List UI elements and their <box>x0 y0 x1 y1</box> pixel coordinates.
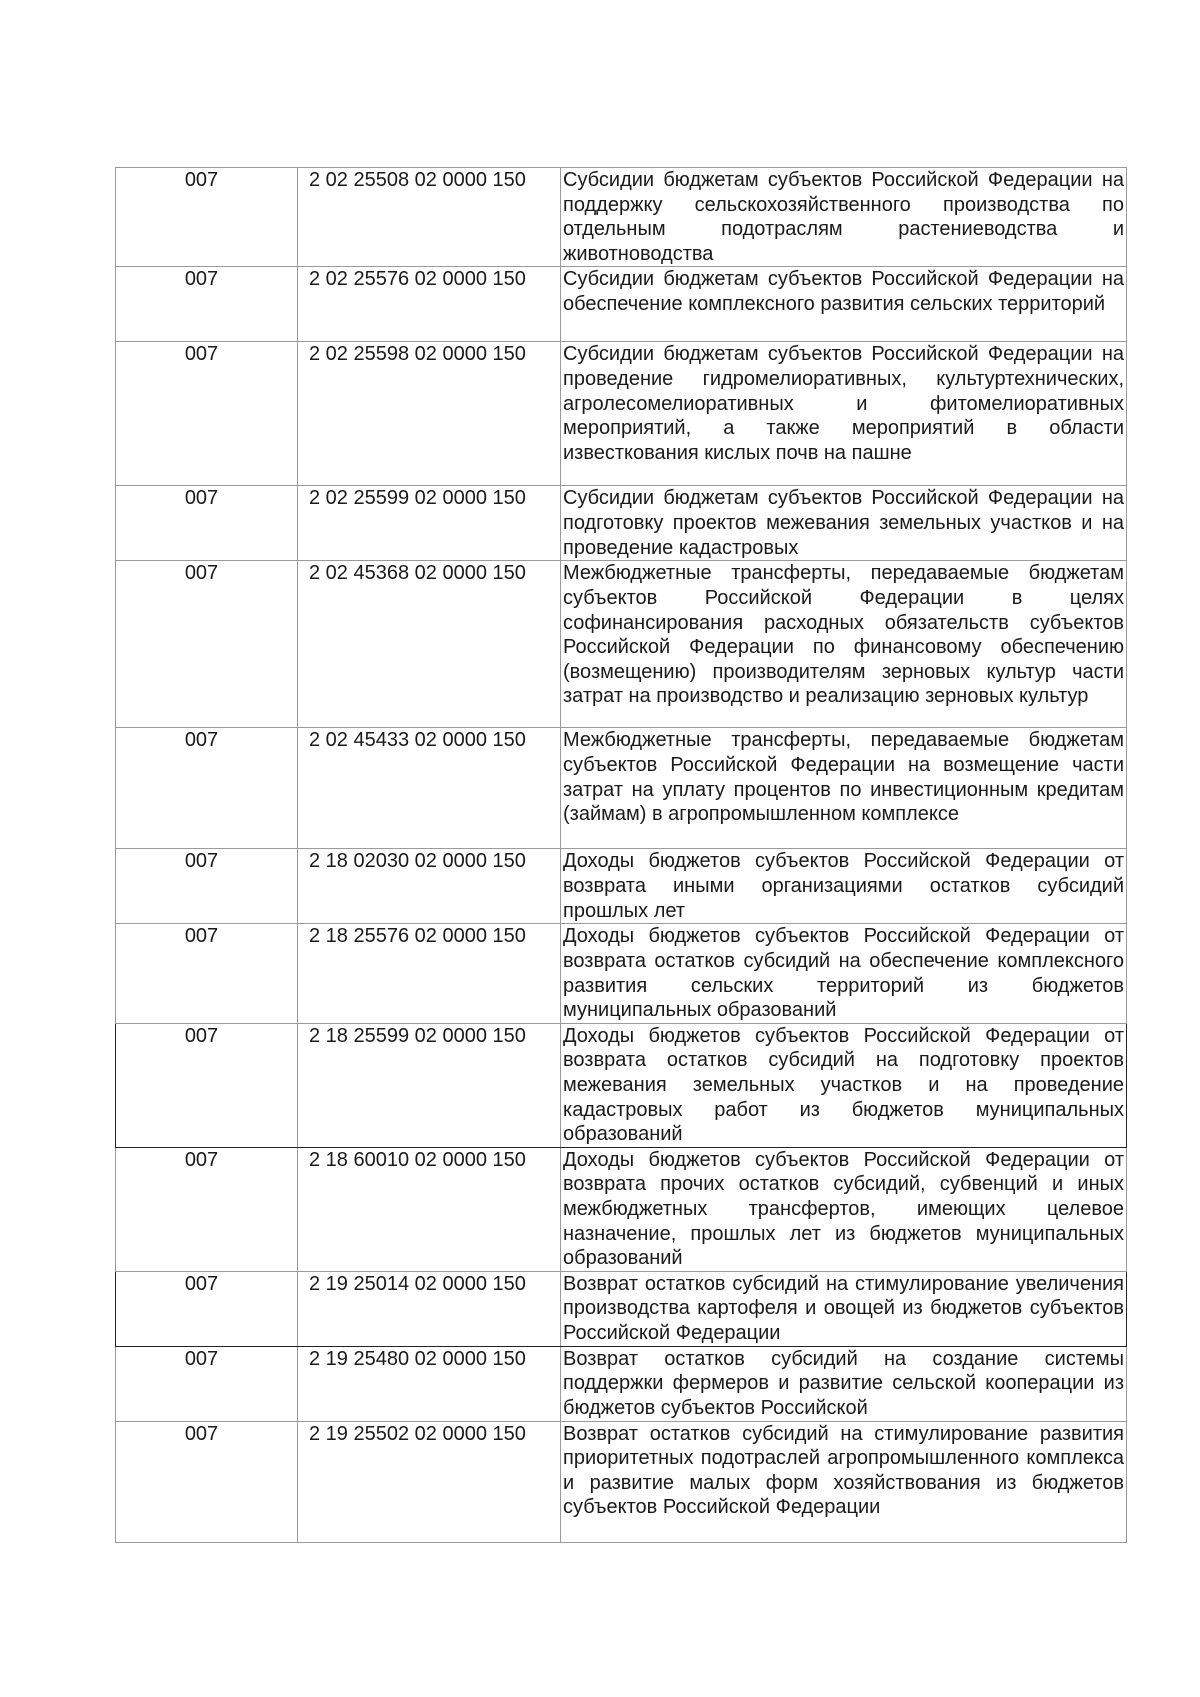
budget-classification-code: 2 02 45368 02 0000 150 <box>298 561 561 728</box>
revenue-description: Межбюджетные трансферты, передаваемые бюджетам субъектов Российской Федерации в целях софинансирования расходных обязательств субъектов Российской Федерации по финансовому обеспечению (возмещению) производителям зерновых культур части затрат на производство и реализацию зерновых культур <box>561 561 1127 728</box>
administrator-code: 007 <box>116 1421 298 1542</box>
budget-codes-table <box>115 167 1127 1543</box>
table-row <box>116 1271 1127 1346</box>
budget-classification-code: 2 02 25508 02 0000 150 <box>298 168 561 267</box>
revenue-description: Доходы бюджетов субъектов Российской Федерации от возврата остатков субсидий на подготовку проектов межевания земельных участков и на проведение кадастровых работ из бюджетов муниципальных образований <box>561 1023 1127 1147</box>
revenue-description: Субсидии бюджетам субъектов Российской Федерации на подготовку проектов межевания земельных участков и на проведение кадастровых <box>561 486 1127 561</box>
table-row <box>116 1023 1127 1147</box>
budget-classification-code: 2 02 25598 02 0000 150 <box>298 342 561 486</box>
administrator-code: 007 <box>116 342 298 486</box>
administrator-code: 007 <box>116 924 298 1023</box>
revenue-description: Субсидии бюджетам субъектов Российской Федерации на проведение гидромелиоративных, культуртехнических, агролесомелиоративных и фитомелиоративных мероприятий, а также мероприятий в области известкования кислых почв на пашне <box>561 342 1127 486</box>
administrator-code: 007 <box>116 486 298 561</box>
table-row <box>116 849 1127 924</box>
revenue-description: Доходы бюджетов субъектов Российской Федерации от возврата прочих остатков субсидий, субвенций и иных межбюджетных трансфертов, имеющих целевое назначение, прошлых лет из бюджетов муниципальных образований <box>561 1147 1127 1271</box>
budget-classification-code: 2 18 60010 02 0000 150 <box>298 1147 561 1271</box>
administrator-code: 007 <box>116 267 298 342</box>
revenue-description: Возврат остатков субсидий на создание системы поддержки фермеров и развитие сельской кооперации из бюджетов субъектов Российской <box>561 1346 1127 1421</box>
table-row <box>116 728 1127 849</box>
budget-classification-code: 2 19 25014 02 0000 150 <box>298 1271 561 1346</box>
budget-classification-code: 2 02 25576 02 0000 150 <box>298 267 561 342</box>
revenue-description: Субсидии бюджетам субъектов Российской Федерации на поддержку сельскохозяйственного производства по отдельным подотраслям растениеводства и животноводства <box>561 168 1127 267</box>
budget-classification-code: 2 18 25599 02 0000 150 <box>298 1023 561 1147</box>
budget-classification-code: 2 02 25599 02 0000 150 <box>298 486 561 561</box>
budget-classification-code: 2 19 25502 02 0000 150 <box>298 1421 561 1542</box>
table-row <box>116 924 1127 1023</box>
budget-classification-code: 2 18 25576 02 0000 150 <box>298 924 561 1023</box>
budget-classification-code: 2 02 45433 02 0000 150 <box>298 728 561 849</box>
table-row <box>116 561 1127 728</box>
revenue-description: Межбюджетные трансферты, передаваемые бюджетам субъектов Российской Федерации на возмещение части затрат на уплату процентов по инвестиционным кредитам (займам) в агропромышленном комплексе <box>561 728 1127 849</box>
administrator-code: 007 <box>116 1147 298 1271</box>
administrator-code: 007 <box>116 168 298 267</box>
administrator-code: 007 <box>116 1023 298 1147</box>
revenue-description: Возврат остатков субсидий на стимулирование развития приоритетных подотраслей агропромышленного комплекса и развитие малых форм хозяйствования из бюджетов субъектов Российской Федерации <box>561 1421 1127 1542</box>
administrator-code: 007 <box>116 849 298 924</box>
table-row <box>116 168 1127 267</box>
table-row <box>116 1147 1127 1271</box>
administrator-code: 007 <box>116 728 298 849</box>
budget-classification-code: 2 18 02030 02 0000 150 <box>298 849 561 924</box>
revenue-description: Субсидии бюджетам субъектов Российской Федерации на обеспечение комплексного развития сельских территорий <box>561 267 1127 342</box>
revenue-description: Возврат остатков субсидий на стимулирование увеличения производства картофеля и овощей из бюджетов субъектов Российской Федерации <box>561 1271 1127 1346</box>
table-row <box>116 342 1127 486</box>
table-row <box>116 267 1127 342</box>
revenue-description: Доходы бюджетов субъектов Российской Федерации от возврата остатков субсидий на обеспечение комплексного развития сельских территорий из бюджетов муниципальных образований <box>561 924 1127 1023</box>
budget-classification-code: 2 19 25480 02 0000 150 <box>298 1346 561 1421</box>
administrator-code: 007 <box>116 1346 298 1421</box>
table-row <box>116 486 1127 561</box>
table-row <box>116 1346 1127 1421</box>
table-row <box>116 1421 1127 1542</box>
administrator-code: 007 <box>116 561 298 728</box>
administrator-code: 007 <box>116 1271 298 1346</box>
revenue-description: Доходы бюджетов субъектов Российской Федерации от возврата иными организациями остатков субсидий прошлых лет <box>561 849 1127 924</box>
